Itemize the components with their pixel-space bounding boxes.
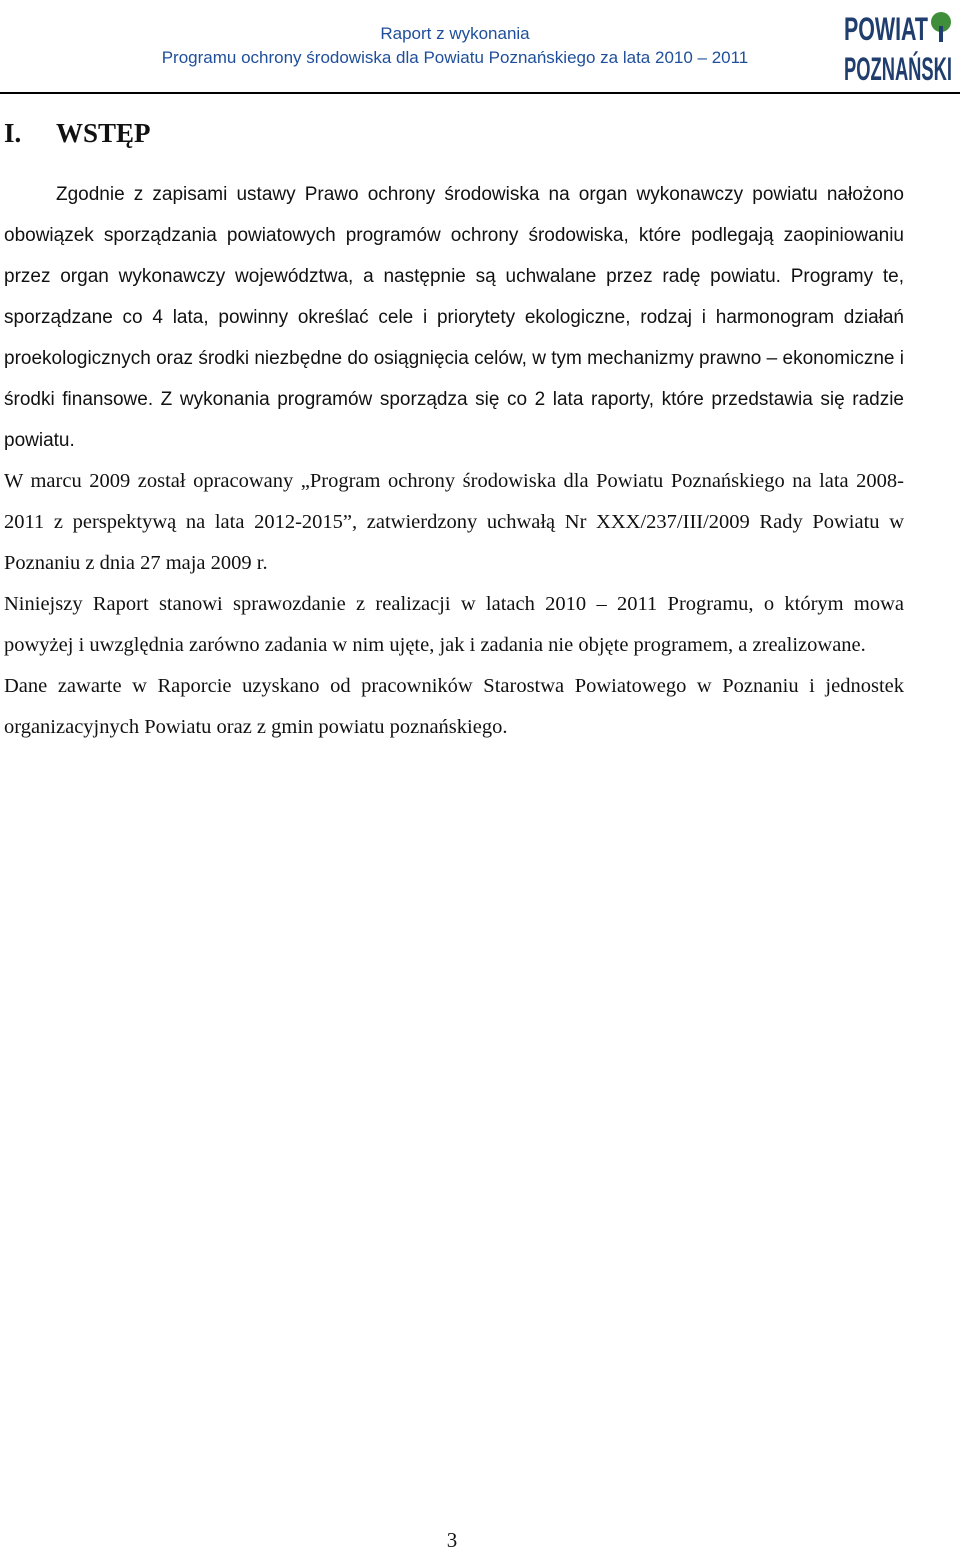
page-number: 3 <box>446 1528 458 1552</box>
section-number: I. <box>4 118 22 148</box>
header-title: Raport z wykonania <box>380 24 530 43</box>
header-divider <box>0 92 960 94</box>
paragraph-sources: Dane zawarte w Raporcie uzyskano od pracowników Starostwa Powiatowego w Poznaniu i jednostek organizacyjnych Powiatu oraz z gmin powiatu poznańskiego. <box>4 675 904 738</box>
document-header <box>140 22 770 70</box>
powiat-poznanski-logo <box>844 6 956 86</box>
paragraph-intro: Zgodnie z zapisami ustawy Prawo ochrony środowiska na organ wykonawczy powiatu nałożono obowiązek sporządzania powiatowych programów ochrony środowiska, które podlegają zaopiniowaniu przez organ wykonawczy województwa, a następnie są uchwalane przez radę powiatu. Programy te, sporządzane co 4 lata, powinny określać cele i priorytety ekologiczne, rodzaj i harmonogram działań proekologicznych oraz środki niezbędne do osiągnięcia celów, w tym mechanizmy prawno – ekonomiczne i środki finansowe. Z wykonania programów sporządza się co 2 lata raporty, które przedstawia się radzie powiatu. <box>4 184 904 451</box>
paragraph-report: Niniejszy Raport stanowi sprawozdanie z realizacji w latach 2010 – 2011 Programu, o którym mowa powyżej i uwzględnia zarówno zadania w nim ujęte, jak i zadania nie objęte programem, a zrealizowane. <box>4 593 904 656</box>
section-title: WSTĘP <box>56 118 151 148</box>
paragraph-program: W marcu 2009 został opracowany „Program ochrony środowiska dla Powiatu Poznańskiego na lata 2008-2011 z perspektywą na lata 2012-2015”, zatwierdzony uchwałą Nr XXX/237/III/2009 Rady Powiatu w Poznaniu z dnia 27 maja 2009 r. <box>4 470 904 574</box>
svg-text:POZNAŃSKI: POZNAŃSKI <box>844 51 952 87</box>
header-subtitle: Programu ochrony środowiska dla Powiatu Poznańskiego za lata 2010 – 2011 <box>161 48 749 67</box>
document-body <box>4 174 904 748</box>
svg-text:POWIAT: POWIAT <box>844 11 929 47</box>
section-heading <box>4 118 151 149</box>
